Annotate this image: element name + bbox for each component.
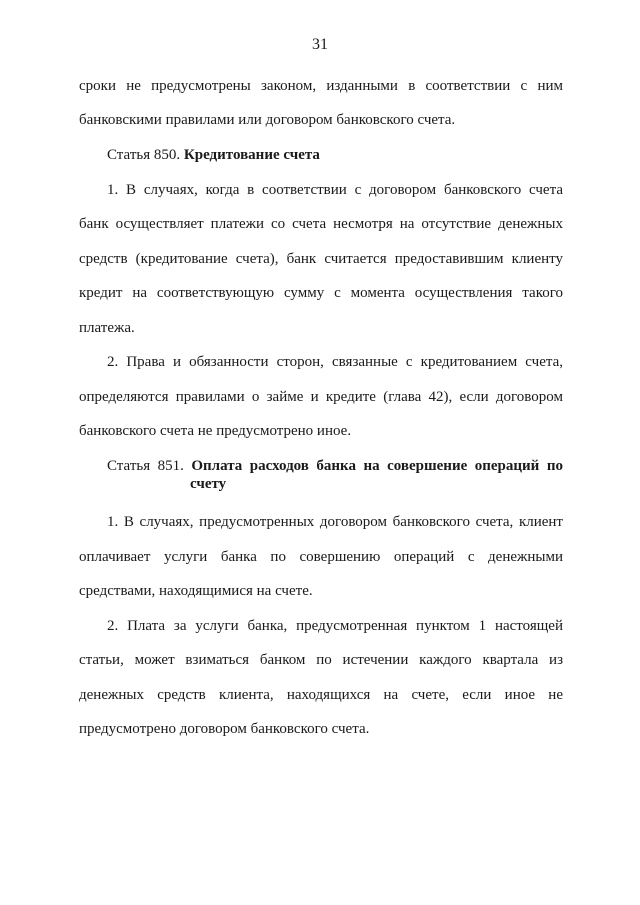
text-line: средствами, находящимися на счете. [79, 583, 313, 599]
text-line: банковского счета не предусмотрено иное. [79, 423, 352, 439]
text-line: банк осуществляет платежи со счета несмотря на отсутствие денежных [79, 216, 563, 232]
article-851-title-line2: счету [190, 476, 227, 492]
text-line: 2. Плата за услуги банка, предусмотренная пунктом 1 настоящей [107, 618, 563, 634]
article-850-title: Кредитование счета [183, 147, 320, 163]
text-line: 1. В случаях, когда в соответствии с договором банковского счета [107, 182, 563, 198]
text-line: определяются правилами о займе и кредите (глава 42), если договором [79, 389, 563, 405]
text-line: 1. В случаях, предусмотренных договором банковского счета, клиент [107, 514, 563, 530]
article-851-title: Оплата расходов банка на совершение операций по [191, 458, 563, 474]
page-number: 31 [312, 36, 328, 53]
text-line: средств (кредитование счета), банк считается предоставившим клиенту [79, 251, 563, 267]
text-line: платежа. [79, 320, 135, 336]
article-851-title-continued [190, 474, 640, 494]
text-line: предусмотрено договором банковского счета. [79, 721, 370, 737]
article-850-heading [107, 145, 563, 165]
text-line: банковскими правилами или договором банковского счета. [79, 112, 456, 128]
text-line: кредит на соответствующую сумму с момента осуществления такого [79, 285, 563, 301]
article-851-number: Статья 851. [107, 458, 192, 474]
text-line: 2. Права и обязанности сторон, связанные с кредитованием счета, [107, 354, 563, 370]
article-850-number: Статья 850. [107, 147, 184, 163]
text-line: денежных средств клиента, находящихся на счете, если иное не [79, 687, 563, 703]
article-851-heading [107, 456, 563, 476]
text-line: статьи, может взиматься банком по истечении каждого квартала из [79, 652, 563, 668]
text-line: сроки не предусмотрены законом, изданными в соответствии с ним [79, 78, 563, 94]
text-line: оплачивает услуги банка по совершению операций с денежными [79, 549, 563, 565]
